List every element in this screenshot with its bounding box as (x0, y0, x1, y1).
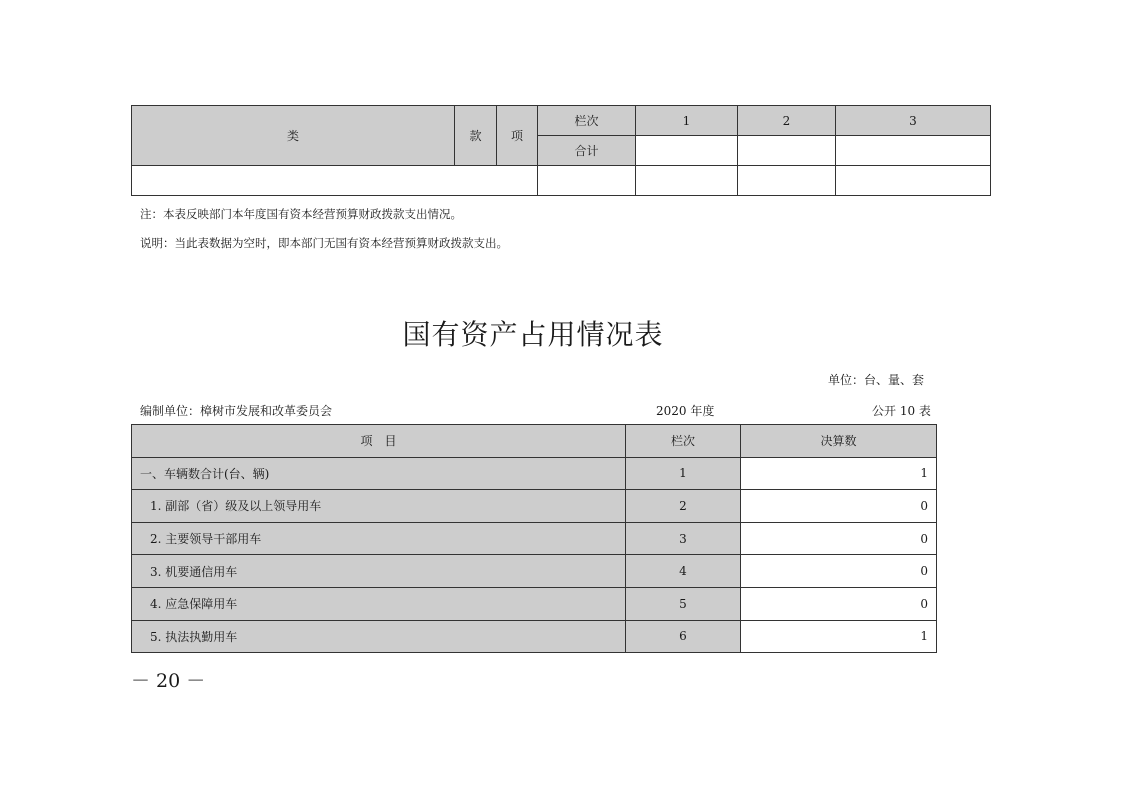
row-column-number: 6 (626, 620, 741, 653)
table-row (132, 620, 937, 653)
total-label: 合计 (538, 136, 636, 166)
row-amount: 1 (741, 620, 937, 653)
header-column-number: 栏次 (538, 106, 636, 136)
budget-expenditure-table (131, 105, 991, 196)
empty-row-cell (636, 166, 738, 196)
page-number: － 20 － (131, 670, 206, 692)
table-row (132, 457, 937, 490)
header-column-number: 栏次 (626, 425, 741, 458)
table-explanation: 说明：当此表数据为空时，即本部门无国有资本经营预算财政拨款支出。 (140, 236, 508, 250)
table-row (132, 522, 937, 555)
table-note: 注：本表反映部门本年度国有资本经营预算财政拨款支出情况。 (140, 207, 462, 221)
empty-row-item (132, 166, 538, 196)
table-row (132, 555, 937, 588)
header-col-2: 2 (738, 106, 836, 136)
row-item: 一、车辆数合计(台、辆) (132, 457, 626, 490)
header-item: 项 (497, 106, 538, 166)
compiling-unit: 编制单位：樟树市发展和改革委员会 (140, 404, 333, 418)
row-amount: 0 (741, 587, 937, 620)
row-column-number: 5 (626, 587, 741, 620)
empty-row-cell (738, 166, 836, 196)
total-col-2 (738, 136, 836, 166)
header-col-3: 3 (836, 106, 991, 136)
row-item: 5. 执法执勤用车 (132, 620, 626, 653)
row-amount: 0 (741, 490, 937, 523)
unit-label: 单位：台、量、套 (828, 373, 925, 387)
header-final-amount: 决算数 (741, 425, 937, 458)
row-column-number: 2 (626, 490, 741, 523)
row-amount: 1 (741, 457, 937, 490)
row-column-number: 3 (626, 522, 741, 555)
row-item: 1. 副部（省）级及以上领导用车 (132, 490, 626, 523)
row-amount: 0 (741, 522, 937, 555)
page-title: 国有资产占用情况表 (402, 318, 664, 351)
total-col-3 (836, 136, 991, 166)
header-col-1: 1 (636, 106, 738, 136)
header-item: 项 目 (132, 425, 626, 458)
fiscal-year: 2020 年度 (656, 404, 715, 418)
state-assets-table (131, 424, 937, 653)
header-category: 类 (132, 106, 455, 166)
total-col-1 (636, 136, 738, 166)
header-section: 款 (455, 106, 497, 166)
table-row (132, 587, 937, 620)
table-row (132, 490, 937, 523)
row-amount: 0 (741, 555, 937, 588)
row-item: 2. 主要领导干部用车 (132, 522, 626, 555)
row-item: 4. 应急保障用车 (132, 587, 626, 620)
row-item: 3. 机要通信用车 (132, 555, 626, 588)
row-column-number: 4 (626, 555, 741, 588)
row-column-number: 1 (626, 457, 741, 490)
table-number: 公开 10 表 (872, 404, 931, 418)
empty-row-cell (836, 166, 991, 196)
empty-row-cell (538, 166, 636, 196)
